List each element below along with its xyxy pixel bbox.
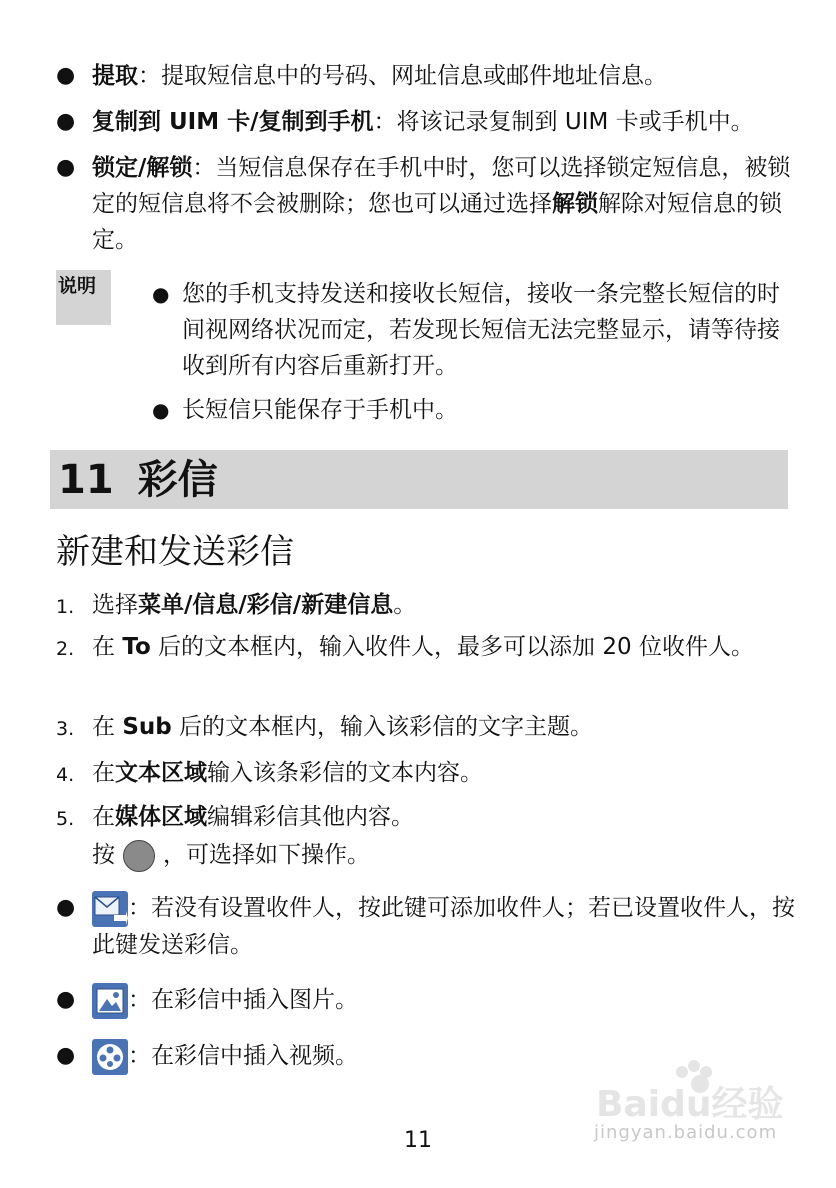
note-item-long-sms [152, 276, 792, 384]
term-lock: 锁定/解锁 [92, 155, 193, 181]
step-text: 后的文本框内，输入该彩信的文字主题。 [171, 714, 594, 740]
step-5 [56, 798, 796, 874]
bullet-dot: ● [56, 63, 76, 88]
bullet-dot: ● [56, 109, 76, 134]
text-area-term: 文本区域 [115, 760, 207, 786]
step-number: 2. [56, 638, 75, 660]
ok-key-icon [123, 840, 155, 872]
step-1 [56, 586, 796, 624]
bullet-dot: ● [56, 1043, 76, 1068]
watermark-url: jingyan.baidu.com [594, 1122, 778, 1143]
chapter-number: 11 [58, 457, 114, 503]
step-3 [56, 708, 796, 746]
bullet-extract [56, 58, 796, 94]
option-send [56, 890, 796, 963]
step-text: 在 [92, 760, 115, 786]
bullet-lock [56, 150, 796, 258]
step-text: 在 [92, 634, 123, 660]
bullet-text: 解除对短信息的锁定。 [92, 191, 782, 253]
bullet-copy [56, 104, 796, 140]
term-copy: 复制到 UIM 卡/复制到手机 [92, 109, 374, 135]
step-text: 后的文本框内，输入收件人，最多可以添加 20 位收件人。 [150, 634, 754, 660]
note-item-storage [152, 392, 792, 428]
note-text: 您的手机支持发送和接收长短信，接收一条完整长短信的时间视网络状况而定，若发现长短信无法完整显示，请等待接收到所有内容后重新打开。 [182, 281, 780, 379]
page-number: 11 [404, 1128, 432, 1153]
step-text: 在 [92, 714, 123, 740]
send-mail-icon [92, 891, 128, 927]
chapter-title [58, 456, 218, 504]
term-unlock: 解锁 [552, 191, 598, 217]
step-text: 。 [393, 592, 417, 618]
note-label: 说明 [58, 275, 97, 297]
bullet-dot: ● [56, 155, 76, 180]
bullet-dot: ● [152, 282, 170, 306]
bullet-dot: ● [56, 895, 76, 920]
bullet-dot: ● [152, 398, 170, 422]
step-text: 选择 [92, 592, 138, 618]
watermark-brand: Baidu经验 [596, 1084, 784, 1125]
note-text: 长短信只能保存于手机中。 [182, 397, 458, 423]
step-text: 在 [92, 804, 115, 830]
option-text: ：若没有设置收件人，按此键可添加收件人；若已设置收件人，按此键发送彩信。 [92, 895, 795, 958]
option-picture [56, 982, 796, 1019]
field-to: To [122, 634, 151, 660]
step-4 [56, 754, 796, 792]
chapter-name: 彩信 [137, 457, 218, 503]
menu-path: 菜单/信息/彩信/新建信息 [138, 592, 394, 618]
step-2 [56, 628, 796, 666]
media-area-term: 媒体区域 [115, 804, 207, 830]
step-text: ，可选择如下操作。 [163, 842, 370, 868]
insert-picture-icon [92, 983, 128, 1019]
term-extract: 提取 [92, 63, 138, 89]
option-text: ：在彩信中插入视频。 [128, 1043, 358, 1069]
bullet-text: ：将该记录复制到 UIM 卡或手机中。 [373, 109, 754, 135]
step-number: 3. [56, 718, 75, 740]
step-number: 4. [56, 764, 75, 786]
step-number: 5. [56, 808, 75, 830]
step-text: 按 [92, 842, 115, 868]
section-title: 新建和发送彩信 [56, 532, 294, 572]
option-text: ：在彩信中插入图片。 [128, 987, 358, 1013]
bullet-text: ：提取短信息中的号码、网址信息或邮件地址信息。 [138, 63, 667, 89]
step-number: 1. [56, 596, 75, 618]
field-sub: Sub [122, 714, 172, 740]
step-text: 编辑彩信其他内容。 [207, 804, 414, 830]
insert-video-icon [92, 1039, 128, 1075]
bullet-dot: ● [56, 987, 76, 1012]
step-text: 输入该条彩信的文本内容。 [207, 760, 483, 786]
bullet-text: ：当短信息保存在手机中时，您可以选择锁定短信息，被锁定的短信息将不会被删除；您也可以通过选择 [92, 155, 791, 217]
